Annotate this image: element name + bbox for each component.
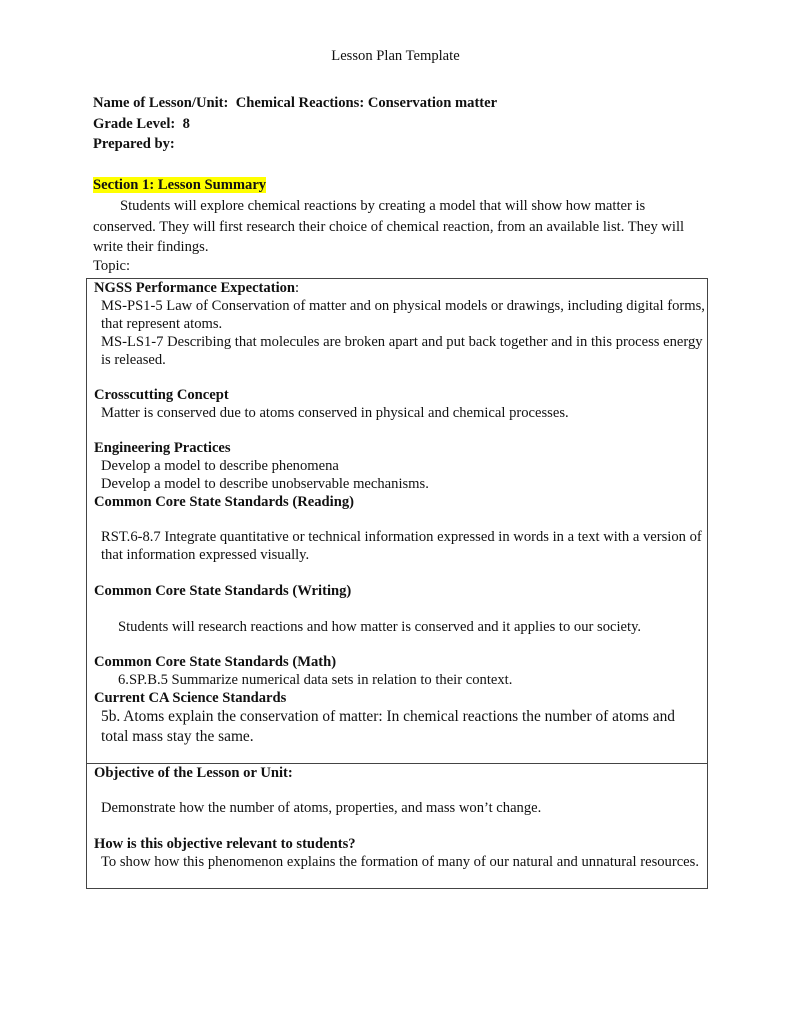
topic-label: Topic: (93, 258, 131, 274)
grade-level-line (93, 115, 713, 136)
relevance-block (94, 835, 706, 871)
relevance-text: To show how this phenomenon explains the formation of many of our natural and unnatural resources. (101, 854, 699, 870)
objective-heading-block (94, 764, 706, 782)
prepared-by-line (93, 135, 713, 156)
writing-heading: Common Core State Standards (Writing) (94, 583, 352, 599)
ca-science-text: 5b. Atoms explain the conservation of matter: In chemical reactions the number of atoms and total mass stay the same. (101, 708, 675, 745)
lesson-summary (93, 196, 708, 258)
section-1-heading (93, 176, 266, 194)
writing-text: Students will research reactions and how matter is conserved and it applies to our society. (118, 619, 642, 635)
engineering-heading: Engineering Practices (94, 440, 231, 456)
crosscutting-block (94, 386, 706, 422)
lesson-header (93, 94, 713, 156)
lesson-name-value: Chemical Reactions: Conservation matter (235, 95, 498, 111)
ngss-heading: NGSS Performance Expectation: (94, 280, 300, 296)
crosscutting-heading: Crosscutting Concept (94, 387, 229, 403)
objective-box (86, 763, 708, 889)
math-text: 6.SP.B.5 Summarize numerical data sets in relation to their context. (118, 672, 513, 688)
ngss-item-ps1-5: MS-PS1-5 Law of Conservation of matter and on physical models or drawings, including digital forms, that represent atoms. (101, 298, 705, 332)
grade-level-value: 8 (182, 115, 190, 132)
engineering-item-mechanisms: Develop a model to describe unobservable mechanisms. (101, 476, 429, 492)
objective-text: Demonstrate how the number of atoms, properties, and mass won’t change. (101, 800, 542, 816)
standards-box (86, 278, 708, 764)
objective-text-block (94, 799, 706, 817)
reading-heading: Common Core State Standards (Reading) (94, 494, 354, 510)
engineering-block (94, 439, 706, 511)
relevance-heading: How is this objective relevant to students? (94, 836, 356, 852)
crosscutting-text: Matter is conserved due to atoms conserved in physical and chemical processes. (101, 405, 569, 421)
lesson-name-label: Name of Lesson/Unit: (93, 95, 229, 111)
writing-heading-block (94, 582, 706, 600)
math-block (94, 653, 706, 747)
lesson-summary-text: Students will explore chemical reactions by creating a model that will show how matter is conserved. They will first research their choice of chemical reaction, from an available list. They will write their findings. (93, 198, 685, 255)
grade-level-label: Grade Level: (93, 115, 176, 132)
ngss-block (94, 279, 706, 369)
math-heading: Common Core State Standards (Math) (94, 654, 337, 670)
reading-text: RST.6-8.7 Integrate quantitative or technical information expressed in words in a text with a version of that information expressed visually. (101, 529, 702, 563)
engineering-item-phenomena: Develop a model to describe phenomena (101, 458, 339, 474)
document-title: Lesson Plan Template (331, 48, 460, 64)
objective-heading: Objective of the Lesson or Unit: (94, 765, 293, 781)
ca-science-heading: Current CA Science Standards (94, 690, 287, 706)
prepared-by-label: Prepared by: (93, 136, 175, 152)
lesson-name-line (93, 94, 713, 115)
writing-block (94, 618, 706, 636)
reading-block (94, 528, 706, 564)
section-1-heading-text: Section 1: Lesson Summary (93, 177, 267, 193)
ngss-item-ls1-7: MS-LS1-7 Describing that molecules are broken apart and put back together and in this process energy is released. (101, 334, 703, 368)
